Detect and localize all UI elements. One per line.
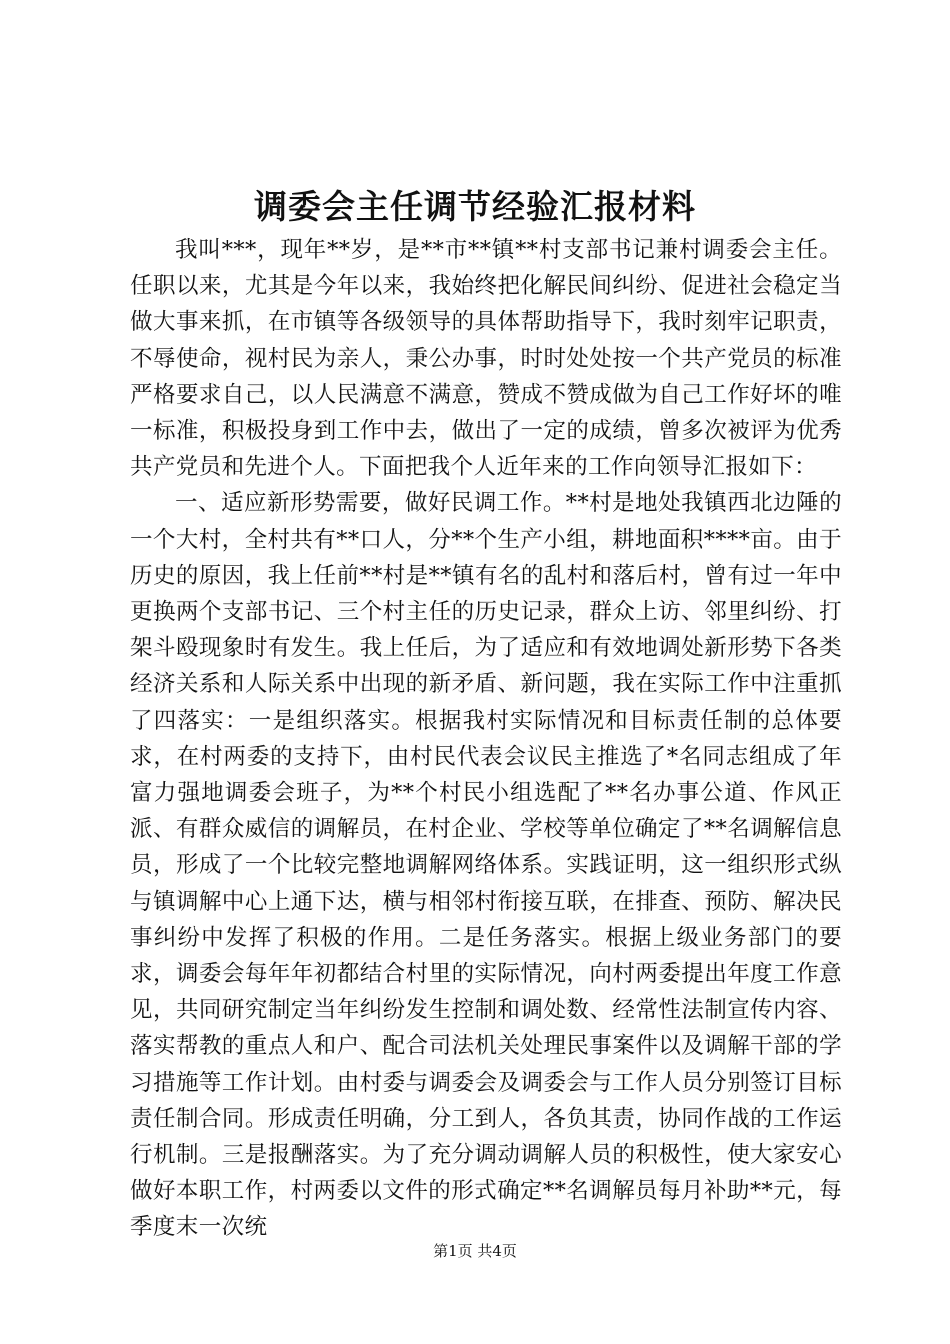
body-paragraph: 一、适应新形势需要，做好民调工作。**村是地处我镇西北边陲的一个大村，全村共有**口人，分**个生产小组，耕地面积****亩。由于历史的原因，我上任前**村是**镇有名的乱村和落后村，曾有过一年中更换两个支部书记、三个村主任的历史记录，群众上访、邻里纠纷、打架斗殴现象时有发生。我上任后，为了适应和有效地调处新形势下各类经济关系和人际关系中出现的新矛盾、新问题，我在实际工作中注重抓了四落实：一是组织落实。根据我村实际情况和目标责任制的总体要求，在村两委的支持下，由村民代表会议民主推选了*名同志组成了年富力强地调委会班子，为**个村民小组选配了**名办事公道、作风正派、有群众威信的调解员，在村企业、学校等单位确定了**名调解信息员，形成了一个比较完整地调解网络体系。实践证明，这一组织形式纵与镇调解中心上通下达，横与相邻村衔接互联，在排查、预防、解决民事纠纷中发挥了积极的作用。二是任务落实。根据上级业务部门的要求，调委会每年年初都结合村里的实际情况，向村两委提出年度工作意见，共同研究制定当年纠纷发生控制和调处数、经常性法制宣传内容、落实帮教的重点人和户、配合司法机关处理民事案件以及调解干部的学习措施等工作计划。由村委与调委会及调委会与工作人员分别签订目标责任制合同。形成责任明确，分工到人，各负其责，协同作战的工作运行机制。三是报酬落实。为了充分调动调解人员的积极性，使大家安心做好本职工作，村两委以文件的形式确定**名调解员每月补助**元，每季度末一次统 bbox=[130, 490, 842, 1241]
document-body bbox=[130, 232, 842, 1246]
body-paragraph: 我叫***，现年**岁，是**市**镇**村支部书记兼村调委会主任。任职以来，尤其是今年以来，我始终把化解民间纠纷、促进社会稳定当做大事来抓，在市镇等各级领导的具体帮助指导下，我时刻牢记职责，不辱使命，视村民为亲人，秉公办事，时时处处按一个共产党员的标准严格要求自己，以人民满意不满意，赞成不赞成做为自己工作好坏的唯一标准，积极投身到工作中去，做出了一定的成绩，曾多次被评为优秀共产党员和先进个人。下面把我个人近年来的工作向领导汇报如下： bbox=[130, 237, 842, 481]
page-number-footer: 第1页 共4页 bbox=[433, 1242, 517, 1260]
document-title: 调委会主任调节经验汇报材料 bbox=[254, 187, 696, 226]
